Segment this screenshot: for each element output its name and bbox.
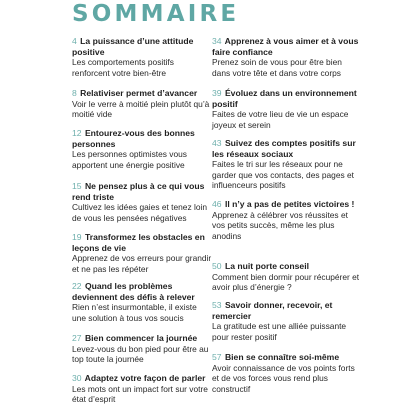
page-number: 50 — [212, 261, 222, 271]
page-number: 34 — [212, 36, 222, 46]
toc-entry[interactable] — [72, 333, 212, 365]
toc-entry-heading: Transformez les obstacles en leçons de vie — [72, 232, 205, 253]
toc-entry-heading: Bien se connaître soi-même — [224, 352, 340, 362]
toc-entry[interactable] — [212, 300, 360, 342]
toc-entry-description: La gratitude est une alliée puissante pour rester positif — [212, 321, 347, 342]
toc-entry-heading: La puissance d’une attitude positive — [72, 36, 194, 57]
toc-entry[interactable] — [72, 373, 212, 405]
page-number: 27 — [72, 333, 82, 343]
toc-entry-description: Comment bien dormir pour récupérer et avoir plus d’énergie ? — [212, 271, 360, 292]
toc-entry-description: Prenez soin de vous pour être bien dans votre tête et dans votre corps — [212, 57, 342, 78]
page-number: 22 — [72, 281, 82, 291]
toc-entry[interactable] — [72, 128, 212, 170]
toc-entry-title — [72, 128, 212, 149]
toc-entry[interactable] — [212, 36, 360, 78]
toc-entry[interactable] — [72, 88, 212, 120]
toc-entry-heading: Relativiser permet d’avancer — [80, 88, 198, 98]
toc-entry-heading: Il n’y a pas de petites victoires ! — [224, 199, 355, 209]
page-number: 46 — [212, 199, 222, 209]
toc-entry-heading: Ne pensez plus à ce qui vous rend triste — [72, 181, 205, 202]
toc-entry-description: Faites de votre lieu de vie un espace joyeux et serein — [212, 109, 349, 130]
page-number: 15 — [72, 181, 82, 191]
toc-entry[interactable] — [212, 138, 360, 191]
toc-entry[interactable] — [212, 352, 360, 394]
toc-entry-title — [72, 36, 212, 57]
toc-entry-description: Faites le tri sur les réseaux pour ne garder que vos contacts, des pages et influenceurs positifs — [212, 159, 354, 190]
toc-entry[interactable] — [212, 261, 360, 293]
toc-entry-title — [72, 232, 212, 253]
toc-entry[interactable] — [212, 199, 360, 241]
toc-entry-heading: La nuit porte conseil — [224, 261, 309, 271]
page-number: 19 — [72, 232, 82, 242]
toc-entry-title — [212, 36, 360, 57]
toc-entry-title — [212, 352, 360, 363]
toc-entry-title — [212, 300, 360, 321]
toc-entry-title — [212, 88, 360, 109]
toc-entry-description: Les mots ont un impact fort sur votre état d’esprit — [72, 383, 208, 404]
toc-entry-description: Les personnes optimistes vous apportent une énergie positive — [72, 149, 187, 170]
page-number: 57 — [212, 352, 222, 362]
toc-entry-description: Apprenez à célébrer vos réussites et vos petits succès, même les plus anodins — [212, 209, 348, 241]
toc-entry-description: Voir le verre à moitié plein plutôt qu’à moitié vide — [72, 98, 210, 119]
page-number: 53 — [212, 300, 222, 310]
toc-entry-heading: Quand les problèmes deviennent des défis à relever — [72, 281, 195, 302]
page-number: 30 — [72, 373, 82, 383]
toc-entry-title — [212, 138, 360, 159]
toc-entry-description: Avoir connaissance de vos points forts et de vos forces vous rend plus constructif — [212, 362, 355, 394]
toc-entry-title — [72, 88, 212, 99]
page-number: 39 — [212, 88, 222, 98]
toc-entry-heading: Bien commencer la journée — [84, 333, 198, 343]
toc-entry-description: Cultivez les idées gaies et tenez loin de vous les pensées négatives — [72, 202, 208, 223]
page-number: 8 — [72, 88, 77, 98]
toc-entry-description: Les comportements positifs renforcent votre bien-être — [72, 57, 174, 78]
toc-entry[interactable] — [72, 36, 212, 78]
toc-entry-title — [72, 373, 212, 384]
toc-entry-heading: Apprenez à vous aimer et à vous faire confiance — [212, 36, 359, 57]
toc-entry[interactable] — [72, 181, 212, 223]
page-number: 43 — [212, 138, 222, 148]
toc-entry[interactable] — [72, 232, 212, 274]
toc-entry-description: Rien n’est insurmontable, il existe une solution à tous vos soucis — [72, 302, 197, 323]
toc-entry-heading: Adaptez votre façon de parler — [84, 373, 206, 383]
toc-entry-title — [72, 181, 212, 202]
toc-entry-title — [212, 261, 360, 272]
toc-entry-heading: Suivez des comptes positifs sur les réseaux sociaux — [212, 138, 356, 159]
toc-entry-heading: Entourez-vous des bonnes personnes — [72, 128, 195, 149]
toc-entry[interactable] — [72, 281, 212, 323]
toc-entry-title — [212, 199, 360, 210]
page-number: 12 — [72, 128, 82, 138]
toc-entry-title — [72, 333, 212, 344]
page-number: 4 — [72, 36, 77, 46]
toc-entry-heading: Évoluez dans un environnement positif — [212, 88, 357, 109]
toc-entry[interactable] — [212, 88, 360, 130]
toc-entry-description: Levez-vous du bon pied pour être au top toute la journée — [72, 343, 209, 364]
page-title: SOMMAIRE — [72, 1, 240, 27]
toc-entry-heading: Savoir donner, recevoir, et remercier — [212, 300, 333, 321]
toc-entry-description: Apprenez de vos erreurs pour grandir et ne pas les répéter — [72, 253, 212, 274]
toc-entry-title — [72, 281, 212, 302]
